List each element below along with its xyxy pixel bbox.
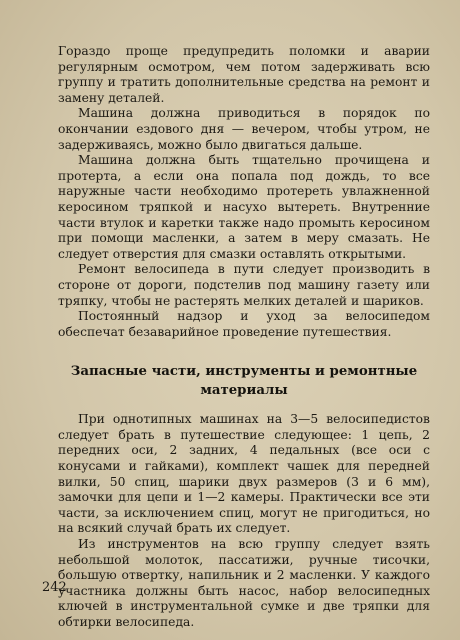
page-number: 242 [42, 580, 67, 595]
page-text [58, 44, 430, 631]
paragraph: Гораздо проще предупредить поломки и аварии регулярным осмотром, чем потом задерживать всю группу и тратить дополнительные средства на ремонт и замену деталей. [58, 44, 430, 105]
paragraph: Ремонт велосипеда в пути следует производить в стороне от дороги, подстелив под машину газету или тряпку, чтобы не растерять мелких деталей и шариков. [58, 262, 430, 308]
paragraph: Машина должна быть тщательно прочищена и протерта, а если она попала под дождь, то все наружные части необходимо протереть увлажненной керосином тряпкой и насухо вытереть. Внутренние части втулок и каретки также надо промыть керосином при помощи масленки, а затем в меру смазать. Не следует отверстия для смазки оставлять открытыми. [58, 153, 430, 261]
section-heading: Запасные части, инструменты и ремонтные материалы [70, 364, 418, 399]
section-gap [58, 340, 430, 362]
paragraph: Из инструментов на всю группу следует взять небольшой молоток, пассатижи, ручные тисочки, большую отвертку, напильник и 2 масленки. У каждого участника должны быть насос, набор велосипедных ключей в инструментальной сумке и две тряпки для обтирки велосипеда. [58, 537, 430, 629]
paragraph: При однотипных машинах на 3—5 велосипедистов следует брать в путешествие следующее: 1 цепь, 2 передних оси, 2 задних, 4 педальных (все оси с конусами и гайками), комплект чашек для передней вилки, 50 спиц, шарики двух размеров (3 и 6 мм), замочки для цепи и 1—2 камеры. Практически все эти части, за исключением спиц, могут не пригодиться, но на всякий случай брать их следует. [58, 412, 430, 536]
paragraph: Машина должна приводиться в порядок по окончании ездового дня — вечером, чтобы утром, не задерживаясь, можно было двигаться дальше. [58, 106, 430, 152]
paragraph: Постоянный надзор и уход за велосипедом обеспечат безаварийное проведение путешествия. [58, 309, 430, 339]
